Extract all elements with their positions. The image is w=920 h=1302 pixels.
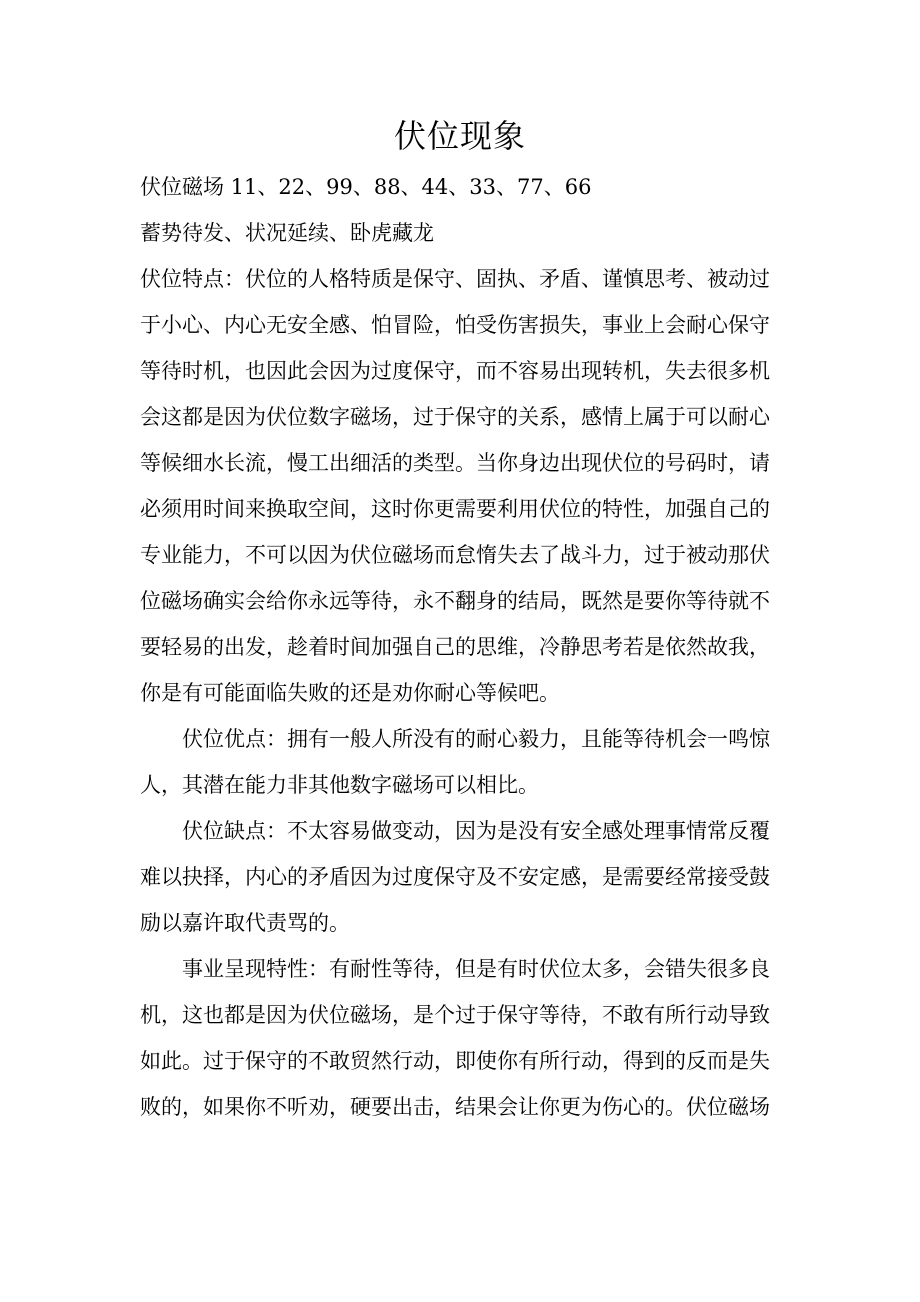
document-body <box>140 164 782 1130</box>
text-line: 你是有可能面临失败的还是劝你耐心等候吧。 <box>140 681 560 705</box>
document-title: 伏位现象 <box>393 117 526 155</box>
text-line: 蓄势待发、状况延续、卧虎藏龙 <box>140 221 434 245</box>
text-line: 伏位磁场 11、22、99、88、44、33、77、66 <box>140 175 592 199</box>
text-line: 难以抉择，内心的矛盾因为过度保守及不安定感，是需要经常接受鼓 <box>140 865 770 889</box>
text-line: 会这都是因为伏位数字磁场，过于保守的关系，感情上属于可以耐心 <box>140 405 770 429</box>
text-line: 伏位优点：拥有一般人所没有的耐心毅力，且能等待机会一鸣惊 <box>182 727 770 751</box>
text-line: 励以嘉许取代责骂的。 <box>140 911 350 935</box>
text-line: 等候细水长流，慢工出细活的类型。当你身边出现伏位的号码时，请 <box>140 451 770 475</box>
text-line: 伏位缺点：不太容易做变动，因为是没有安全感处理事情常反覆 <box>182 819 770 843</box>
text-line: 事业呈现特性：有耐性等待，但是有时伏位太多，会错失很多良 <box>182 957 770 981</box>
text-line: 如此。过于保守的不敢贸然行动，即使你有所行动，得到的反而是失 <box>140 1049 770 1073</box>
text-line: 于小心、内心无安全感、怕冒险，怕受伤害损失，事业上会耐心保守 <box>140 313 770 337</box>
text-line: 专业能力，不可以因为伏位磁场而怠惰失去了战斗力，过于被动那伏 <box>140 543 770 567</box>
text-line: 要轻易的出发，趁着时间加强自己的思维，冷静思考若是依然故我， <box>140 635 770 659</box>
text-line: 伏位特点：伏位的人格特质是保守、固执、矛盾、谨慎思考、被动过 <box>140 267 770 291</box>
text-line: 等待时机，也因此会因为过度保守，而不容易出现转机，失去很多机 <box>140 359 770 383</box>
text-line: 必须用时间来换取空间，这时你更需要利用伏位的特性，加强自己的 <box>140 497 770 521</box>
text-line: 败的，如果你不听劝，硬要出击，结果会让你更为伤心的。伏位磁场 <box>140 1095 770 1119</box>
text-line: 人，其潜在能力非其他数字磁场可以相比。 <box>140 773 539 797</box>
text-line: 位磁场确实会给你永远等待，永不翻身的结局，既然是要你等待就不 <box>140 589 770 613</box>
text-line: 机，这也都是因为伏位磁场，是个过于保守等待，不敢有所行动导致 <box>140 1003 770 1027</box>
